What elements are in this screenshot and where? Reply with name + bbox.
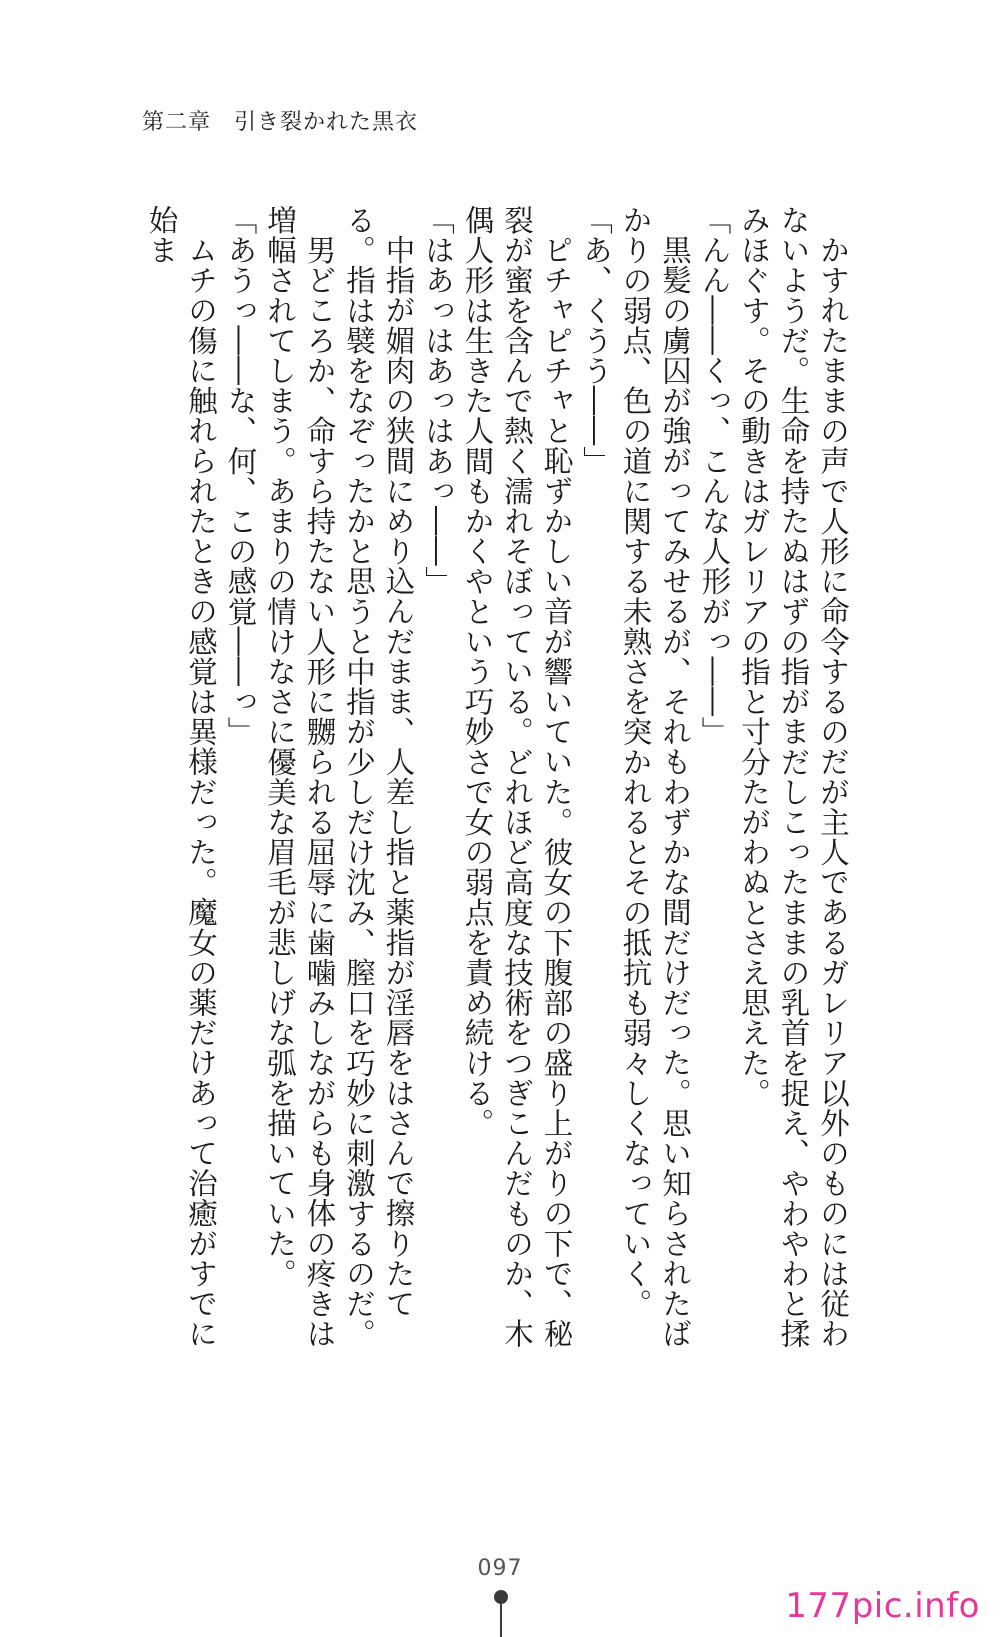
vertical-body-text — [141, 205, 852, 1350]
paragraph: かすれたままの声で人形に命令するのだが主人であるガレリア以外のものには従わないようだ。生命を持たぬはずの指がまだしこったままの乳首を捉え、やわやわと揉みほぐす。その動きはガレリアの指と寸分たがわぬとさえ思えた。 — [737, 205, 850, 1349]
paragraph: 黒髪の虜囚が強がってみせるが、それもわずかな間だけだった。思い知らされたばかりの弱点、色の道に関する未熟さを突かれるとその抵抗も弱々しくなっていく。 — [618, 205, 692, 1349]
folio-dot-ornament — [494, 1590, 508, 1604]
folio-line-ornament — [500, 1604, 502, 1637]
running-head: 第二章 引き裂かれた黒衣 — [142, 110, 419, 135]
paragraph: 中指が媚肉の狭間にめり込んだまま、人差し指と薬指が淫唇をはさんで擦りたてる。指は襞をなぞったかと思うと中指が少しだけ沈み、膣口を巧妙に刺激するのだ。 — [342, 205, 416, 1349]
dialog-line: 「あうっ――な、何、この感覚――っ」 — [223, 205, 258, 747]
paragraph: ムチの傷に触れられたときの感覚は異様だった。魔女の薬だけあって治癒がすでに始ま — [144, 205, 218, 1349]
dialog-line: 「んん――くっ、こんな人形がっ――」 — [697, 205, 732, 747]
dialog-line: 「あ、くうう――」 — [579, 205, 613, 476]
watermark-text: 177pic.info — [785, 1586, 980, 1626]
dialog-line: 「はあっはあっはあっ――」 — [421, 205, 455, 597]
page-number: 097 — [477, 1556, 523, 1581]
paragraph: ピチャピチャと恥ずかしい音が響いていた。彼女の下腹部の盛り上がりの下で、秘裂が蜜を含んで熱く濡れそぼっている。どれほど高度な技術をつぎこんだものか、木偶人形は生きた人間もかくやという巧妙さで女の弱点を責め続ける。 — [460, 205, 574, 1349]
paragraph: 男どころか、命すら持たない人形に嬲られる屈辱に歯噛みしながらも身体の疼きは増幅されてしまう。あまりの情けなさに優美な眉毛が悲しげな弧を描いていた。 — [263, 205, 337, 1349]
